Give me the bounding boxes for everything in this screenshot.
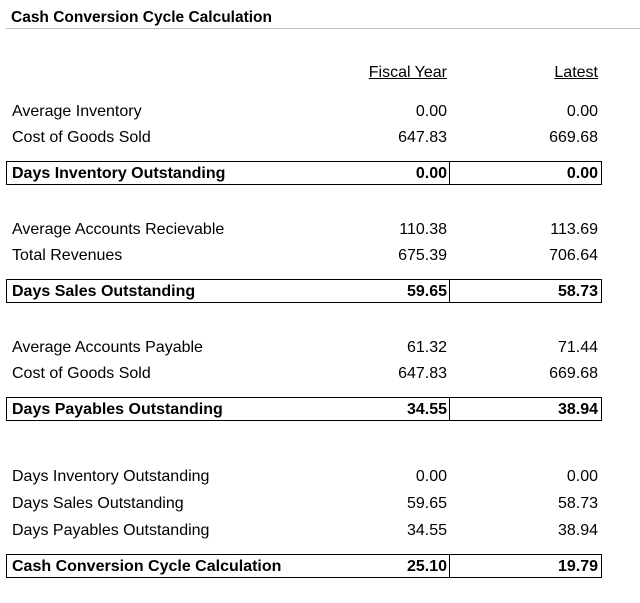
title-divider (6, 28, 640, 29)
fiscal-year-total: 25.10 (406, 558, 447, 575)
total-label: Days Inventory Outstanding (12, 165, 226, 182)
fiscal-year-value: 675.39 (398, 247, 447, 264)
row-label: Cost of Goods Sold (12, 129, 151, 146)
fiscal-year-total: 34.55 (406, 401, 447, 418)
total-label: Days Sales Outstanding (12, 283, 196, 300)
latest-value: 71.44 (557, 339, 598, 356)
total-label: Days Payables Outstanding (12, 401, 223, 418)
latest-total: 38.94 (557, 401, 598, 418)
fiscal-year-value: 110.38 (399, 221, 447, 238)
table-row (0, 244, 640, 268)
row-label: Average Accounts Recievable (12, 221, 225, 238)
fiscal-year-total: 59.65 (406, 283, 447, 300)
table-row (0, 519, 640, 543)
table-row (0, 126, 640, 150)
latest-total: 58.73 (557, 283, 598, 300)
table-row (0, 100, 640, 124)
row-label: Total Revenues (12, 247, 123, 264)
latest-value: 0.00 (566, 468, 598, 485)
table-row (0, 218, 640, 242)
latest-value: 669.68 (549, 129, 598, 146)
table-row (0, 336, 640, 360)
total-row-days-payables-outstanding (0, 398, 640, 422)
total-row-cash-conversion-cycle (0, 555, 640, 579)
latest-value: 38.94 (557, 522, 598, 539)
latest-total: 19.79 (557, 558, 598, 575)
table-row (0, 362, 640, 386)
total-row-days-inventory-outstanding (0, 162, 640, 186)
fiscal-year-value: 647.83 (398, 129, 447, 146)
row-label: Days Payables Outstanding (12, 522, 210, 539)
latest-value: 706.64 (549, 247, 598, 264)
total-label: Cash Conversion Cycle Calculation (12, 558, 282, 575)
fiscal-year-value: 61.32 (406, 339, 447, 356)
total-row-days-sales-outstanding (0, 280, 640, 304)
row-label: Average Accounts Payable (12, 339, 203, 356)
row-label: Cost of Goods Sold (12, 365, 151, 382)
row-label: Days Inventory Outstanding (12, 468, 210, 485)
latest-value: 58.73 (557, 495, 598, 512)
fiscal-year-value: 34.55 (406, 522, 447, 539)
fiscal-year-total: 0.00 (415, 165, 447, 182)
fiscal-year-value: 59.65 (406, 495, 447, 512)
table-row (0, 492, 640, 516)
latest-total: 0.00 (566, 165, 598, 182)
table-row (0, 465, 640, 489)
page-title: Cash Conversion Cycle Calculation (11, 9, 272, 26)
fiscal-year-value: 647.83 (398, 365, 447, 382)
latest-value: 0.00 (566, 103, 598, 120)
column-header-fiscal-year: Fiscal Year (368, 64, 447, 81)
fiscal-year-value: 0.00 (415, 103, 447, 120)
row-label: Days Sales Outstanding (12, 495, 184, 512)
latest-value: 669.68 (549, 365, 598, 382)
latest-value: 113.69 (550, 221, 598, 238)
column-header-latest: Latest (554, 64, 598, 81)
fiscal-year-value: 0.00 (415, 468, 447, 485)
row-label: Average Inventory (12, 103, 142, 120)
